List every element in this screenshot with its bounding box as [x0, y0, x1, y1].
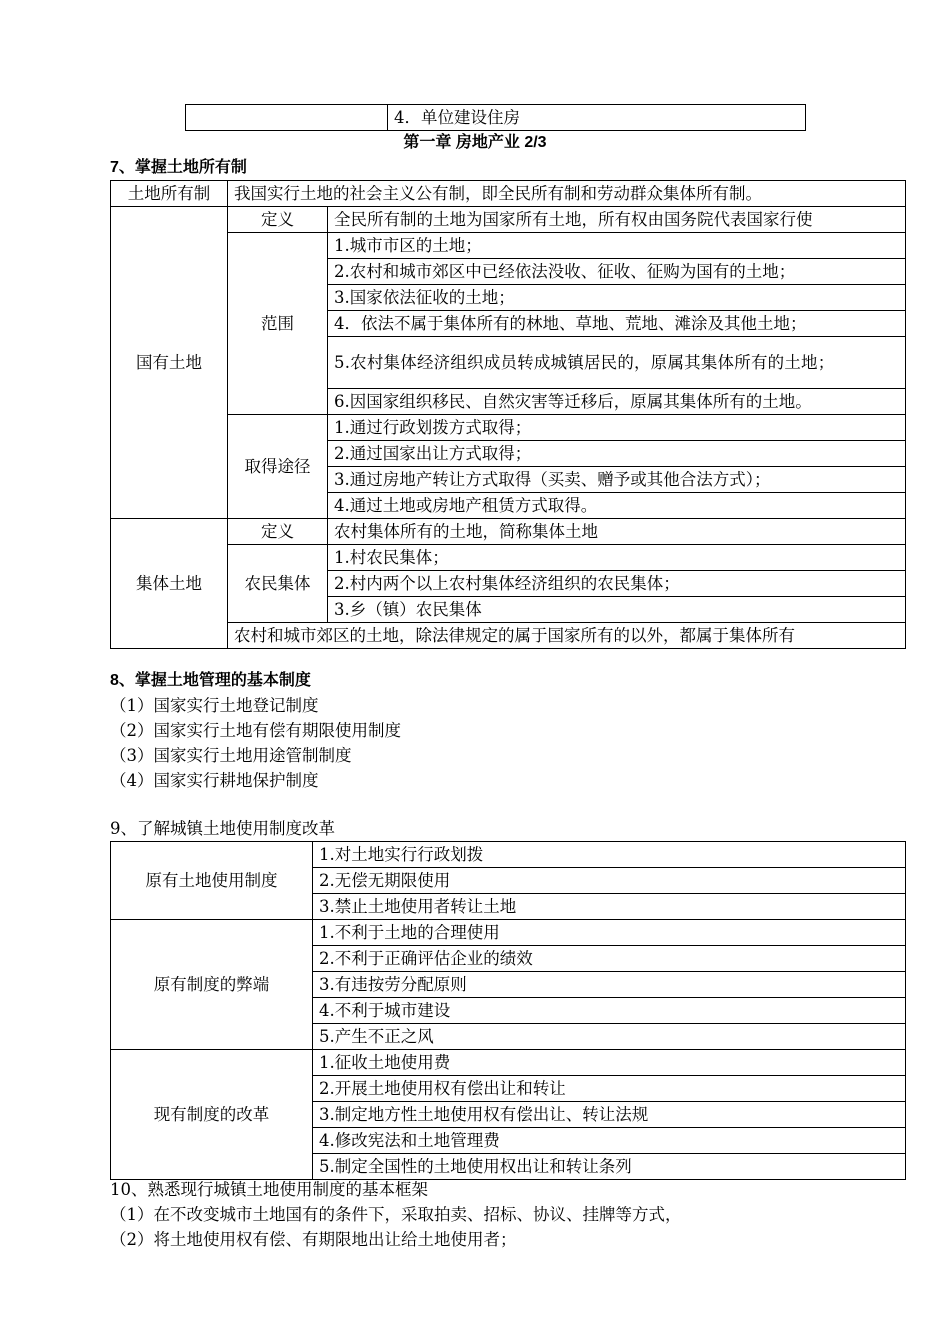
- acquire-item: 3.通过房地产转让方式取得（买卖、赠予或其他合法方式）；: [328, 467, 906, 493]
- scope-item: 3.国家依法征收的土地；: [328, 285, 906, 311]
- table-row: [186, 105, 806, 131]
- table-cell: 4．单位建设住房: [388, 105, 806, 131]
- section7-heading: 7、掌握土地所有制: [110, 159, 247, 176]
- scope-item: 6.因国家组织移民、自然灾害等迁移后，原属其集体所有的土地。: [328, 389, 906, 415]
- list-item: （1）在不改变城市土地国有的条件下，采取拍卖、招标、协议、挂牌等方式，: [110, 1205, 682, 1224]
- list-item: （3）国家实行土地用途管制制度: [110, 746, 352, 765]
- reform-item: 1.不利于土地的合理使用: [313, 920, 906, 946]
- chapter-title: 第一章 房地产业 2/3: [403, 134, 547, 151]
- collective-note: 农村和城市郊区的土地，除法律规定的属于国家所有的以外，都属于集体所有: [228, 623, 906, 649]
- reform-item: 3.制定地方性土地使用权有偿出让、转让法规: [313, 1102, 906, 1128]
- reform-item: 1.对土地实行行政划拨: [313, 842, 906, 868]
- table-cell-empty: [186, 105, 388, 131]
- table-row: [111, 519, 906, 545]
- acquire-item: 1.通过行政划拨方式取得；: [328, 415, 906, 441]
- collective-definition-text: 农村集体所有的土地，简称集体土地: [328, 519, 906, 545]
- reform-item: 4.不利于城市建设: [313, 998, 906, 1024]
- section8-heading: 8、掌握土地管理的基本制度: [110, 672, 311, 689]
- list-item: （1）国家实行土地登记制度: [110, 696, 319, 715]
- collective-land-label: 集体土地: [111, 519, 228, 649]
- reform-item: 5.制定全国性的土地使用权出让和转让条列: [313, 1154, 906, 1180]
- section10: [110, 1177, 900, 1252]
- scope-item: 4．依法不属于集体所有的林地、草地、荒地、滩涂及其他土地；: [328, 311, 906, 337]
- farmers-item: 1.村农民集体；: [328, 545, 906, 571]
- ownership-text: 我国实行土地的社会主义公有制，即全民所有制和劳动群众集体所有制。: [228, 181, 906, 207]
- table-row: [111, 181, 906, 207]
- collective-definition-label: 定义: [228, 519, 328, 545]
- list-item: （2）将土地使用权有偿、有期限地出让给土地使用者；: [110, 1230, 517, 1249]
- reform-item: 3.禁止土地使用者转让土地: [313, 894, 906, 920]
- reform-item: 2.无偿无期限使用: [313, 868, 906, 894]
- reform-group-label: 现有制度的改革: [111, 1050, 313, 1180]
- table-row: [111, 920, 906, 946]
- farmers-item: 2.村内两个以上农村集体经济组织的农民集体；: [328, 571, 906, 597]
- table-row: [111, 842, 906, 868]
- reform-group-label: 原有制度的弊端: [111, 920, 313, 1050]
- table-row: [111, 207, 906, 233]
- scope-item: 2.农村和城市郊区中已经依法没收、征收、征购为国有的土地；: [328, 259, 906, 285]
- table-row: [111, 1050, 906, 1076]
- state-land-label: 国有土地: [111, 207, 228, 519]
- top-table: [185, 104, 806, 131]
- acquire-item: 2.通过国家出让方式取得；: [328, 441, 906, 467]
- reform-item: 2.开展土地使用权有偿出让和转让: [313, 1076, 906, 1102]
- reform-table: [110, 841, 906, 1180]
- state-definition-label: 定义: [228, 207, 328, 233]
- reform-item: 4.修改宪法和土地管理费: [313, 1128, 906, 1154]
- table-row: [111, 233, 906, 259]
- list-item: （2）国家实行土地有偿有期限使用制度: [110, 721, 401, 740]
- scope-item: 5.农村集体经济组织成员转成城镇居民的，原属其集体所有的土地；: [328, 337, 906, 389]
- list-item: （4）国家实行耕地保护制度: [110, 771, 319, 790]
- acquire-item: 4.通过土地或房地产租赁方式取得。: [328, 493, 906, 519]
- farmers-item: 3.乡（镇）农民集体: [328, 597, 906, 623]
- section10-heading: 10、熟悉现行城镇土地使用制度的基本框架: [110, 1180, 428, 1199]
- table-row: [111, 545, 906, 571]
- table-row: [111, 623, 906, 649]
- table-row: [111, 415, 906, 441]
- ownership-label: 土地所有制: [111, 181, 228, 207]
- reform-group-label: 原有土地使用制度: [111, 842, 313, 920]
- reform-item: 5.产生不正之风: [313, 1024, 906, 1050]
- state-definition-text: 全民所有制的土地为国家所有土地，所有权由国务院代表国家行使: [328, 207, 906, 233]
- section9-heading: 9、了解城镇土地使用制度改革: [110, 819, 335, 838]
- reform-item: 2.不利于正确评估企业的绩效: [313, 946, 906, 972]
- reform-item: 1.征收土地使用费: [313, 1050, 906, 1076]
- reform-item: 3.有违按劳分配原则: [313, 972, 906, 998]
- scope-item: 1.城市市区的土地；: [328, 233, 906, 259]
- farmers-collective-label: 农民集体: [228, 545, 328, 623]
- land-ownership-table: [110, 180, 906, 649]
- state-scope-label: 范围: [228, 233, 328, 415]
- state-acquire-label: 取得途径: [228, 415, 328, 519]
- section8: [110, 668, 900, 793]
